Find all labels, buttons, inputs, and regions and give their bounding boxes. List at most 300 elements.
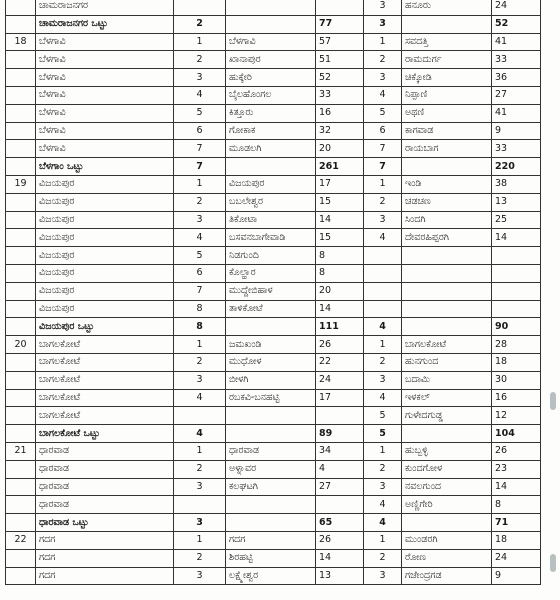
cell-district: ಗದಗ — [36, 531, 174, 549]
cell-total2: 13 — [492, 193, 541, 211]
cell-district: ವಿಜಯಪುರ — [36, 264, 174, 282]
cell-sl — [6, 567, 36, 585]
cell-total2: 220 — [492, 158, 541, 176]
total-row — [6, 15, 541, 33]
cell-n1: 8 — [174, 300, 226, 318]
cell-total2: 71 — [492, 514, 541, 532]
scan-edge-mark — [550, 392, 556, 410]
cell-n1: 1 — [174, 33, 226, 51]
cell-taluk1: ಕಲಘಟಗಿ — [226, 478, 316, 496]
cell-taluk2: ಹುಬ್ಬಳ್ಳಿ — [402, 442, 492, 460]
cell-sl — [6, 15, 36, 33]
cell-taluk2: ನಿಪ್ಪಾಣಿ — [402, 86, 492, 104]
cell-total2: 9 — [492, 122, 541, 140]
cell-n1 — [174, 0, 226, 15]
cell-total2: 104 — [492, 425, 541, 443]
cell-taluk1: ವಿಜಯಪುರ — [226, 175, 316, 193]
cell-taluk1: ಬೈಲಹೊಂಗಲ — [226, 86, 316, 104]
cell-sl — [6, 282, 36, 300]
cell-total2 — [492, 282, 541, 300]
cell-taluk2: ಅಥಣಿ — [402, 104, 492, 122]
cell-total2: 28 — [492, 336, 541, 354]
cell-sl: 21 — [6, 442, 36, 460]
cell-n2: 2 — [364, 549, 402, 567]
cell-n1: 2 — [174, 15, 226, 33]
cell-n2: 4 — [364, 229, 402, 247]
cell-taluk1: ಬಬಲೇಶ್ವರ — [226, 193, 316, 211]
total-row — [6, 318, 541, 336]
table-row — [6, 86, 541, 104]
cell-taluk2: ರಾಯಬಾಗ — [402, 140, 492, 158]
table-row — [6, 211, 541, 229]
table-row — [6, 442, 541, 460]
table-row — [6, 33, 541, 51]
cell-taluk1: ಧಾರವಾಡ — [226, 442, 316, 460]
table-row — [6, 407, 541, 425]
cell-taluk2: ರೋಣ — [402, 549, 492, 567]
cell-n1: 7 — [174, 158, 226, 176]
total-row — [6, 514, 541, 532]
cell-taluk1: ತಾಳಿಕೋಟೆ — [226, 300, 316, 318]
cell-n1: 2 — [174, 51, 226, 69]
cell-total1: 34 — [316, 442, 364, 460]
cell-sl — [6, 264, 36, 282]
cell-n2: 4 — [364, 86, 402, 104]
cell-n1: 3 — [174, 478, 226, 496]
cell-district: ವಿಜಯಪುರ — [36, 193, 174, 211]
cell-taluk1: ಬಸವನಬಾಗೇವಾಡಿ — [226, 229, 316, 247]
cell-n1: 4 — [174, 389, 226, 407]
cell-district: ಬೆಳಗಾವಿ — [36, 86, 174, 104]
cell-sl — [6, 193, 36, 211]
cell-district: ಧಾರವಾಡ — [36, 460, 174, 478]
cell-district: ಬೆಳಗಾವಿ — [36, 33, 174, 51]
cell-taluk2 — [402, 264, 492, 282]
cell-n2: 4 — [364, 496, 402, 514]
cell-district: ಗದಗ — [36, 567, 174, 585]
scan-edge-mark — [550, 554, 556, 572]
table-row — [6, 496, 541, 514]
cell-district: ಬಾಗಲಕೋಟೆ — [36, 389, 174, 407]
cell-sl — [6, 140, 36, 158]
cell-district: ವಿಜಯಪುರ — [36, 211, 174, 229]
cell-total2: 24 — [492, 549, 541, 567]
cell-total1: 8 — [316, 247, 364, 265]
cell-taluk2: ಮುಂಡರಗಿ — [402, 531, 492, 549]
cell-n2: 2 — [364, 193, 402, 211]
cell-district: ಬೆಳಗಾವಿ — [36, 69, 174, 87]
cell-taluk1: ಅಳ್ನಾವರ — [226, 460, 316, 478]
cell-n1: 2 — [174, 460, 226, 478]
cell-taluk1: ನಿಡಗುಂದಿ — [226, 247, 316, 265]
cell-district: ಬೆಳಗಾವಿ — [36, 104, 174, 122]
cell-n1: 3 — [174, 69, 226, 87]
cell-taluk2: ಸಿಂದಗಿ — [402, 211, 492, 229]
cell-n2 — [364, 300, 402, 318]
cell-taluk1: ರಬಕವಿ-ಬನಹಟ್ಟಿ — [226, 389, 316, 407]
cell-total2: 26 — [492, 442, 541, 460]
cell-n1: 1 — [174, 175, 226, 193]
cell-n1: 2 — [174, 193, 226, 211]
table-row — [6, 478, 541, 496]
cell-n1: 3 — [174, 211, 226, 229]
cell-taluk2 — [402, 247, 492, 265]
cell-n2: 7 — [364, 158, 402, 176]
cell-total1: 17 — [316, 175, 364, 193]
table-row — [6, 0, 541, 15]
cell-n1: 3 — [174, 371, 226, 389]
cell-taluk1: ಹುಕ್ಕೇರಿ — [226, 69, 316, 87]
cell-total1: 24 — [316, 371, 364, 389]
table-row — [6, 122, 541, 140]
cell-total2: 33 — [492, 140, 541, 158]
cell-n1: 7 — [174, 282, 226, 300]
cell-n1: 7 — [174, 140, 226, 158]
cell-total2: 52 — [492, 15, 541, 33]
cell-district: ಗದಗ — [36, 549, 174, 567]
cell-district: ಧಾರವಾಡ ಒಟ್ಟು — [36, 514, 174, 532]
taluk-table — [5, 0, 541, 585]
cell-n2: 3 — [364, 211, 402, 229]
cell-total1: 8 — [316, 264, 364, 282]
cell-sl — [6, 496, 36, 514]
cell-taluk2: ಕುಂದಗೋಳ — [402, 460, 492, 478]
cell-sl — [6, 549, 36, 567]
table-row — [6, 389, 541, 407]
table-row — [6, 247, 541, 265]
cell-n1: 1 — [174, 442, 226, 460]
cell-taluk1 — [226, 496, 316, 514]
cell-total1: 65 — [316, 514, 364, 532]
cell-total1: 33 — [316, 86, 364, 104]
cell-taluk1: ಕಿತ್ತೂರು — [226, 104, 316, 122]
cell-sl — [6, 300, 36, 318]
cell-total1: 14 — [316, 549, 364, 567]
cell-total2: 18 — [492, 531, 541, 549]
cell-n1: 3 — [174, 514, 226, 532]
cell-total1 — [316, 0, 364, 15]
table-row — [6, 353, 541, 371]
cell-n2 — [364, 264, 402, 282]
cell-sl — [6, 514, 36, 532]
cell-total2: 24 — [492, 0, 541, 15]
cell-sl — [6, 407, 36, 425]
cell-district: ವಿಜಯಪುರ ಒಟ್ಟು — [36, 318, 174, 336]
cell-district: ಬಾಗಲಕೋಟೆ — [36, 371, 174, 389]
cell-taluk1: ಶಿರಹಟ್ಟಿ — [226, 549, 316, 567]
cell-total1: 16 — [316, 104, 364, 122]
cell-n2: 3 — [364, 15, 402, 33]
cell-total1: 22 — [316, 353, 364, 371]
cell-sl — [6, 86, 36, 104]
cell-total2: 30 — [492, 371, 541, 389]
cell-taluk2: ರಾಮದುರ್ಗ — [402, 51, 492, 69]
cell-district: ಬೆಳಗಾವಿ — [36, 140, 174, 158]
cell-n1: 4 — [174, 425, 226, 443]
table-row — [6, 460, 541, 478]
cell-total1: 77 — [316, 15, 364, 33]
cell-taluk2 — [402, 158, 492, 176]
cell-taluk2 — [402, 282, 492, 300]
cell-n2: 7 — [364, 140, 402, 158]
cell-sl — [6, 460, 36, 478]
cell-district: ವಿಜಯಪುರ — [36, 300, 174, 318]
cell-total1: 26 — [316, 531, 364, 549]
cell-taluk2: ಬಾಗಲಕೋಟೆ — [402, 336, 492, 354]
cell-sl — [6, 371, 36, 389]
cell-n1: 1 — [174, 336, 226, 354]
cell-n2: 1 — [364, 442, 402, 460]
cell-total1: 57 — [316, 33, 364, 51]
cell-taluk2: ಹನೂರು — [402, 0, 492, 15]
cell-district: ಬಾಗಲಕೋಟೆ — [36, 353, 174, 371]
cell-n1: 4 — [174, 229, 226, 247]
cell-total1: 32 — [316, 122, 364, 140]
cell-n2: 3 — [364, 567, 402, 585]
cell-n2: 5 — [364, 407, 402, 425]
cell-n2: 2 — [364, 353, 402, 371]
cell-n2: 3 — [364, 478, 402, 496]
table-row — [6, 549, 541, 567]
cell-taluk1: ಬೆಳಗಾವಿ — [226, 33, 316, 51]
cell-taluk1: ಮುದ್ದೇಬಿಹಾಳ — [226, 282, 316, 300]
cell-n1: 2 — [174, 549, 226, 567]
cell-n1: 5 — [174, 247, 226, 265]
cell-district: ಬಾಗಲಕೋಟೆ — [36, 336, 174, 354]
cell-total2: 36 — [492, 69, 541, 87]
cell-total2: 33 — [492, 51, 541, 69]
cell-taluk2: ದೇವರಹಿಪ್ಪರಗಿ — [402, 229, 492, 247]
cell-n2: 4 — [364, 318, 402, 336]
cell-n2: 1 — [364, 175, 402, 193]
cell-sl — [6, 318, 36, 336]
cell-total2: 14 — [492, 478, 541, 496]
cell-taluk2 — [402, 514, 492, 532]
cell-taluk1: ಕೊಲ್ಹಾರ — [226, 264, 316, 282]
total-row — [6, 158, 541, 176]
table-row — [6, 193, 541, 211]
cell-sl: 19 — [6, 175, 36, 193]
cell-taluk2: ಗಜೇಂದ್ರಗಡ — [402, 567, 492, 585]
cell-sl — [6, 353, 36, 371]
cell-total1: 13 — [316, 567, 364, 585]
table-row — [6, 229, 541, 247]
cell-taluk2: ಗುಳೇದಗುಡ್ಡ — [402, 407, 492, 425]
table-row — [6, 567, 541, 585]
cell-total1: 51 — [316, 51, 364, 69]
cell-n1: 6 — [174, 122, 226, 140]
cell-n2: 5 — [364, 104, 402, 122]
cell-n2: 4 — [364, 514, 402, 532]
cell-taluk1: ಮುಧೋಳ — [226, 353, 316, 371]
table-body — [6, 0, 541, 585]
cell-total2: 12 — [492, 407, 541, 425]
table-row — [6, 51, 541, 69]
cell-total1: 20 — [316, 140, 364, 158]
cell-district: ಚಾಮರಾಜನಗರ ಒಟ್ಟು — [36, 15, 174, 33]
cell-taluk2: ಚಿಕ್ಕೋಡಿ — [402, 69, 492, 87]
cell-taluk1 — [226, 407, 316, 425]
cell-n1 — [174, 496, 226, 514]
cell-sl — [6, 389, 36, 407]
cell-total2: 23 — [492, 460, 541, 478]
cell-n2: 3 — [364, 0, 402, 15]
cell-n1: 2 — [174, 353, 226, 371]
cell-district: ಬಾಗಲಕೋಟೆ — [36, 407, 174, 425]
cell-n2: 1 — [364, 336, 402, 354]
cell-n1: 4 — [174, 86, 226, 104]
cell-n2 — [364, 282, 402, 300]
cell-taluk2: ಅಣ್ಣಿಗೇರಿ — [402, 496, 492, 514]
table-row — [6, 282, 541, 300]
cell-taluk2: ಇಂಡಿ — [402, 175, 492, 193]
cell-total1: 15 — [316, 193, 364, 211]
cell-total2 — [492, 300, 541, 318]
cell-total1: 20 — [316, 282, 364, 300]
cell-n1: 8 — [174, 318, 226, 336]
cell-total2 — [492, 264, 541, 282]
cell-taluk2: ನವಲಗುಂದ — [402, 478, 492, 496]
cell-taluk1: ತಿಕೋಟಾ — [226, 211, 316, 229]
cell-taluk1 — [226, 425, 316, 443]
cell-total1: 14 — [316, 300, 364, 318]
cell-total2: 38 — [492, 175, 541, 193]
cell-n2 — [364, 247, 402, 265]
cell-n2: 5 — [364, 425, 402, 443]
cell-total2: 9 — [492, 567, 541, 585]
cell-total1: 89 — [316, 425, 364, 443]
cell-sl — [6, 211, 36, 229]
table-row — [6, 104, 541, 122]
cell-total1 — [316, 496, 364, 514]
cell-n2: 3 — [364, 69, 402, 87]
cell-taluk2: ಹುನಗುಂದ — [402, 353, 492, 371]
cell-total2: 41 — [492, 33, 541, 51]
cell-sl — [6, 122, 36, 140]
cell-taluk2: ಸವದತ್ತಿ — [402, 33, 492, 51]
cell-sl: 20 — [6, 336, 36, 354]
cell-taluk2 — [402, 318, 492, 336]
cell-taluk2: ಚಡಚಣ — [402, 193, 492, 211]
cell-taluk1 — [226, 514, 316, 532]
cell-sl — [6, 0, 36, 15]
cell-n2: 2 — [364, 460, 402, 478]
cell-taluk2 — [402, 300, 492, 318]
cell-total2: 90 — [492, 318, 541, 336]
cell-taluk1: ಖಾನಾಪುರ — [226, 51, 316, 69]
cell-total2: 8 — [492, 496, 541, 514]
cell-total1: 261 — [316, 158, 364, 176]
cell-n2: 1 — [364, 33, 402, 51]
table-row — [6, 69, 541, 87]
cell-sl — [6, 247, 36, 265]
cell-taluk1 — [226, 15, 316, 33]
cell-sl — [6, 51, 36, 69]
cell-n2: 1 — [364, 531, 402, 549]
table-row — [6, 336, 541, 354]
cell-total2: 14 — [492, 229, 541, 247]
cell-total1: 14 — [316, 211, 364, 229]
cell-n1 — [174, 407, 226, 425]
cell-total2: 41 — [492, 104, 541, 122]
cell-district: ವಿಜಯಪುರ — [36, 247, 174, 265]
cell-total1: 15 — [316, 229, 364, 247]
cell-taluk2 — [402, 15, 492, 33]
cell-taluk2: ಇಳಕಲ್ — [402, 389, 492, 407]
cell-sl — [6, 229, 36, 247]
cell-sl — [6, 158, 36, 176]
cell-taluk1 — [226, 158, 316, 176]
cell-district: ಚಾಮರಾಜನಗರ — [36, 0, 174, 15]
cell-n2: 4 — [364, 389, 402, 407]
cell-total1: 26 — [316, 336, 364, 354]
cell-district: ಧಾರವಾಡ — [36, 478, 174, 496]
table-row — [6, 264, 541, 282]
cell-n1: 5 — [174, 104, 226, 122]
cell-total1: 4 — [316, 460, 364, 478]
cell-total1: 52 — [316, 69, 364, 87]
cell-total1 — [316, 407, 364, 425]
table-row — [6, 140, 541, 158]
cell-n2: 6 — [364, 122, 402, 140]
cell-district: ವಿಜಯಪುರ — [36, 175, 174, 193]
cell-sl: 18 — [6, 33, 36, 51]
cell-district: ಬೆಳಗಾವಿ — [36, 122, 174, 140]
cell-total2: 25 — [492, 211, 541, 229]
cell-district: ಬೆಳಗಾಂ ಒಟ್ಟು — [36, 158, 174, 176]
total-row — [6, 425, 541, 443]
cell-total2 — [492, 247, 541, 265]
table-row — [6, 175, 541, 193]
cell-total1: 111 — [316, 318, 364, 336]
cell-total2: 27 — [492, 86, 541, 104]
cell-taluk1: ಗದಗ — [226, 531, 316, 549]
cell-sl — [6, 425, 36, 443]
cell-sl — [6, 69, 36, 87]
cell-taluk2: ಕಾಗವಾಡ — [402, 122, 492, 140]
table-row — [6, 300, 541, 318]
table-row — [6, 531, 541, 549]
cell-taluk1: ಲಕ್ಷ್ಮೇಶ್ವರ — [226, 567, 316, 585]
cell-district: ಧಾರವಾಡ — [36, 496, 174, 514]
cell-sl — [6, 104, 36, 122]
cell-sl: 22 — [6, 531, 36, 549]
cell-n1: 6 — [174, 264, 226, 282]
cell-sl — [6, 478, 36, 496]
cell-taluk1: ಜಮಖಂಡಿ — [226, 336, 316, 354]
cell-taluk1: ಗೋಕಾಕ — [226, 122, 316, 140]
cell-taluk1: ಮೂಡಲಗಿ — [226, 140, 316, 158]
cell-taluk1: ಬೀಳಗಿ — [226, 371, 316, 389]
cell-n1: 1 — [174, 531, 226, 549]
cell-district: ವಿಜಯಪುರ — [36, 229, 174, 247]
cell-n2: 2 — [364, 51, 402, 69]
cell-total2: 16 — [492, 389, 541, 407]
cell-district: ಧಾರವಾಡ — [36, 442, 174, 460]
cell-taluk2 — [402, 425, 492, 443]
cell-total1: 27 — [316, 478, 364, 496]
cell-n1: 3 — [174, 567, 226, 585]
cell-taluk2: ಬದಾಮಿ — [402, 371, 492, 389]
cell-district: ಬೆಳಗಾವಿ — [36, 51, 174, 69]
cell-taluk1 — [226, 0, 316, 15]
table-row — [6, 371, 541, 389]
cell-total1: 17 — [316, 389, 364, 407]
cell-district: ವಿಜಯಪುರ — [36, 282, 174, 300]
cell-district: ಬಾಗಲಕೋಟೆ ಒಟ್ಟು — [36, 425, 174, 443]
cell-total2: 18 — [492, 353, 541, 371]
cell-taluk1 — [226, 318, 316, 336]
